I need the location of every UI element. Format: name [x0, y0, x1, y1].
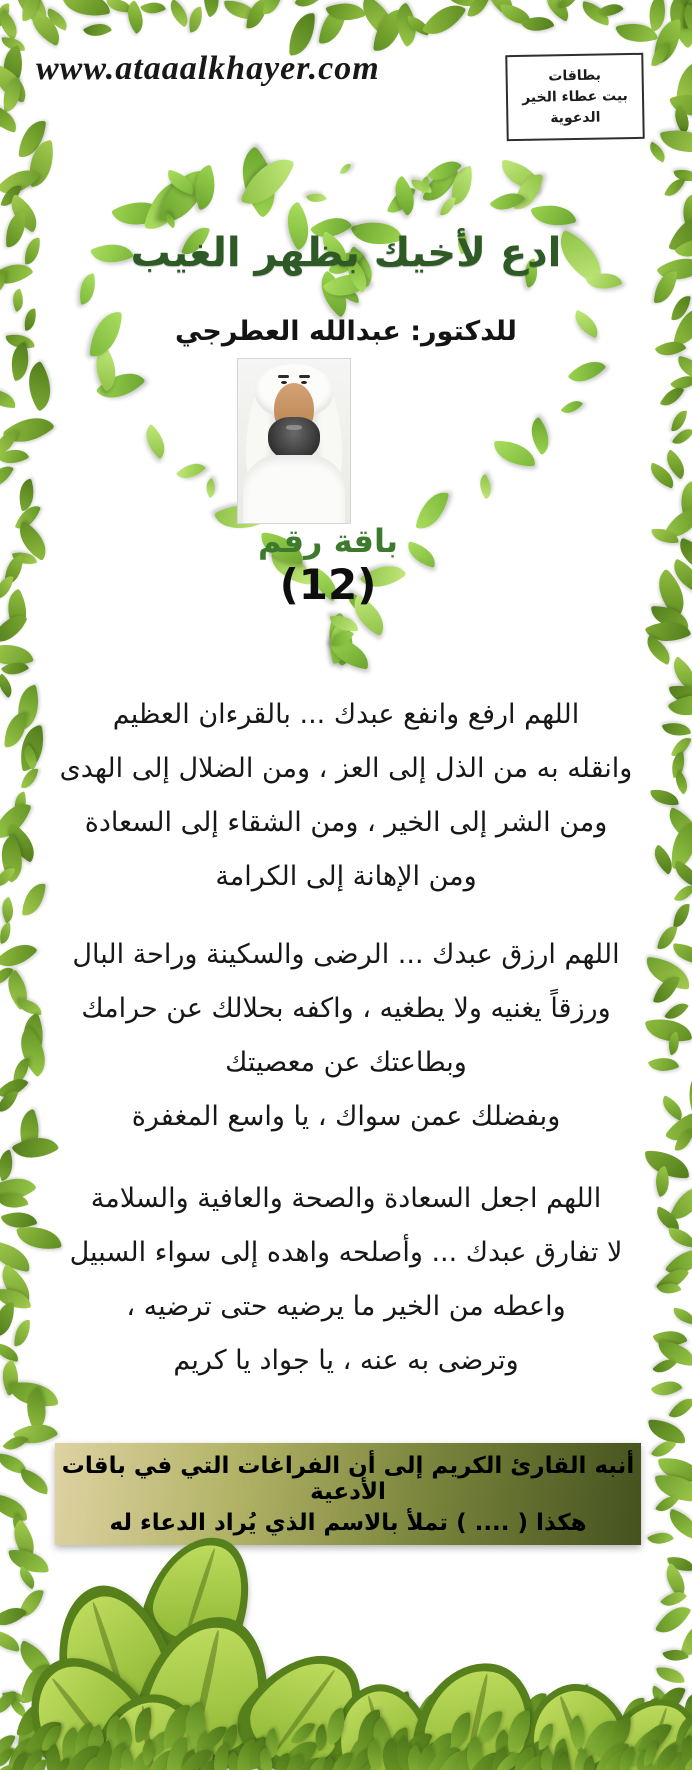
leaf-icon [440, 195, 456, 217]
dua-line: ومن الشر إلى الخير ، ومن الشقاء إلى السعادة [84, 807, 608, 838]
stamp-line-2: بيت عطاء الخير [521, 87, 628, 106]
dua-line: اللهم ارفع وانفع عبدك ... بالقرءان العظيم [112, 699, 580, 730]
leaf-icon [0, 460, 15, 493]
leaf-icon [0, 1150, 18, 1181]
dua-paragraph-2 [50, 928, 642, 1144]
eye [301, 381, 307, 384]
dua-paragraph-1 [50, 688, 642, 904]
leaf-icon [561, 396, 584, 419]
leaf-icon [672, 1308, 692, 1325]
reader-note-box [55, 1443, 641, 1545]
series-label: باقة رقم [258, 522, 398, 560]
leaf-icon [0, 1302, 15, 1336]
leaf-icon [523, 417, 558, 455]
white-thobe [243, 455, 345, 523]
dua-line: اللهم اجعل السعادة والصحة والعافية والسلامة [90, 1183, 602, 1214]
note-line-2: هكذا ( .... ) تملأ بالاسم الذي يُراد الدعاء له [109, 1509, 587, 1536]
leaf-icon [674, 903, 690, 927]
leaf-icon [8, 288, 28, 312]
leaf-icon [0, 897, 19, 924]
leaf-icon [0, 922, 13, 944]
leaf-icon [568, 352, 607, 391]
leaf-icon [530, 198, 576, 233]
eyebrow [299, 375, 310, 378]
eye [281, 381, 287, 384]
leaf-icon [0, 390, 15, 409]
dua-line: واعطه من الخير ما يرضيه حتى ترضيه ، [126, 1291, 566, 1322]
leaf-icon [668, 1393, 692, 1423]
leaf-icon [673, 944, 692, 964]
leaf-icon [0, 673, 18, 698]
leaf-icon [648, 1051, 680, 1077]
leaf-icon [140, 0, 166, 18]
stamp-line-1: بطاقات [548, 67, 602, 84]
leaf-icon [339, 162, 350, 176]
leaf-icon [651, 788, 679, 807]
publisher-stamp [505, 53, 644, 141]
leaf-icon [294, 0, 326, 14]
leaf-icon [202, 479, 219, 499]
leaf-icon [62, 0, 111, 21]
card-title: ادع لأخيك بظهر الغيب [130, 230, 562, 276]
leaf-icon [0, 1630, 21, 1651]
leaf-icon [422, 0, 466, 45]
leaf-icon [138, 424, 173, 459]
leaf-icon [651, 42, 669, 68]
leaf-icon [9, 1548, 49, 1574]
dua-line: ورزقاً يغنيه ولا يطغيه ، واكفه بحلالك عن حرامك [81, 993, 611, 1024]
leaf-icon [664, 175, 685, 200]
website-url: www.ataaalkhayer.com [36, 50, 380, 87]
leaf-icon [17, 998, 43, 1015]
leaf-icon [647, 1526, 674, 1550]
mustache [286, 425, 302, 430]
dua-paragraph-3 [50, 1172, 642, 1388]
leaf-icon [176, 456, 206, 485]
stamp-line-3: الدعوية [550, 109, 601, 126]
leaf-icon [4, 212, 27, 247]
leaf-icon [656, 1666, 684, 1685]
leaf-icon [186, 6, 204, 32]
leaf-icon [77, 273, 100, 305]
leaf-icon [24, 238, 42, 265]
leaf-icon [83, 17, 112, 43]
note-line-1: أنبه القارئ الكريم إلى أن الفراغات التي في باقات الأدعية [61, 1452, 635, 1505]
leaf-icon [673, 882, 692, 906]
dua-line: ومن الإهانة إلى الكرامة [215, 861, 477, 892]
leaf-icon [0, 10, 23, 40]
author-portrait [237, 358, 351, 524]
leaf-icon [22, 308, 38, 330]
leaf-icon [14, 1320, 31, 1346]
leaf-icon [667, 1228, 692, 1248]
eyebrow [278, 375, 289, 378]
dua-line: وبطاعتك عن معصيتك [225, 1047, 467, 1078]
leaf-icon [305, 189, 326, 207]
leaf-icon [474, 474, 497, 499]
dua-line: لا تفارق عبدك ... وأصلحه واهده إلى سواء السبيل [69, 1237, 623, 1268]
leaf-icon [263, 0, 282, 15]
leaf-icon [648, 1420, 686, 1444]
leaf-icon [645, 142, 669, 163]
author-line: للدكتور: عبدالله العطرجي [175, 316, 517, 347]
leaf-icon [654, 270, 677, 305]
leaf-icon [651, 1374, 682, 1403]
leaf-icon [494, 441, 535, 467]
dua-line: وترضى به عنه ، يا جواد يا كريم [173, 1345, 519, 1376]
leaf-icon [22, 881, 45, 916]
series-number: (12) [279, 560, 377, 609]
dua-line: اللهم ارزق عبدك ... الرضى والسكينة وراحة البال [72, 939, 620, 970]
leaf-icon [17, 1468, 52, 1494]
dua-line: وبفضلك عمن سواك ، يا واسع المغفرة [131, 1101, 561, 1132]
dua-line: وانقله به من الذل إلى العز ، ومن الضلال إلى الهدى [59, 753, 633, 784]
